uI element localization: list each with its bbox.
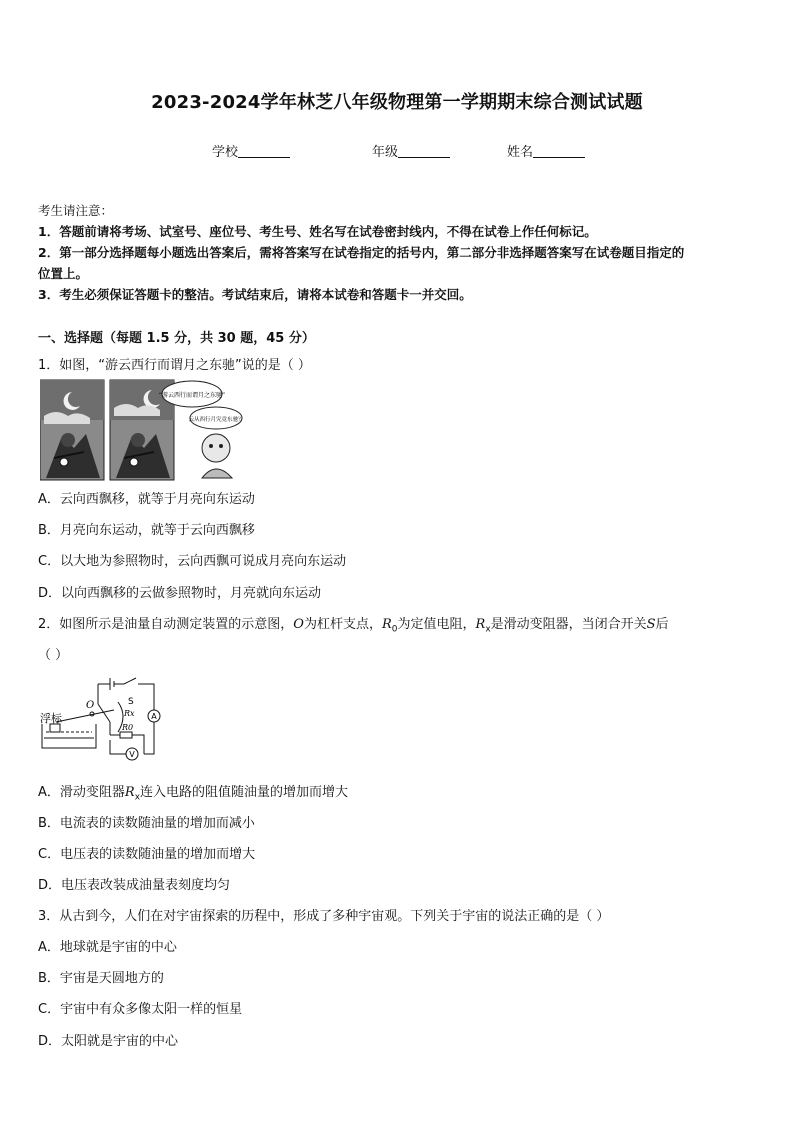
q2-option-a-var: R <box>124 785 135 800</box>
ammeter-icon: A <box>151 712 157 721</box>
notice-heading: 考生请注意： <box>38 203 114 218</box>
q2-rx-label: Rx <box>124 709 135 718</box>
q2-option-a-pre: A．滑动变阻器 <box>38 785 125 800</box>
q1-stem: 1．如图，“游云西行而谓月之东驰”说的是（ ） <box>38 358 311 373</box>
q2-s-label: S <box>128 697 134 707</box>
name-label: 姓名 <box>507 145 534 160</box>
q2-option-b[interactable]: B．电流表的读数随油量的增加而减小 <box>38 816 255 831</box>
q2-option-a-post: 连入电路的阻值随油量的增加而增大 <box>140 785 349 800</box>
q2-sub-x: x <box>485 624 491 635</box>
section-heading: 一、选择题（每题 1.5 分，共 30 题，45 分） <box>38 331 315 346</box>
q2-stem-paren: （ ） <box>38 648 69 663</box>
q1-bubble-2: 云从西行月究竟东驰？ <box>188 417 244 423</box>
q2-option-a-sub: x <box>134 792 141 803</box>
name-blank[interactable] <box>533 144 585 158</box>
notice-item-1: 1．答题前请将考场、试室号、座位号、考生号、姓名写在试卷密封线内，不得在试卷上作任何标记。 <box>38 224 597 239</box>
q2-circuit-diagram <box>40 674 172 766</box>
school-field[interactable] <box>212 141 290 160</box>
q2-stem-d: 是滑动变阻器，当闭合开关 <box>490 617 647 632</box>
exam-title: 2023-2024学年林芝八年级物理第一学期期末综合测试试题 <box>151 92 643 113</box>
student-info-row <box>0 141 794 159</box>
q3-stem: 3．从古到今，人们在对宇宙探索的历程中，形成了多种宇宙观。下列关于宇宙的说法正确的是（ ） <box>38 909 610 924</box>
grade-field[interactable] <box>372 141 450 160</box>
q3-option-a[interactable]: A．地球就是宇宙的中心 <box>38 940 177 955</box>
q2-var-s: S <box>646 617 656 632</box>
q2-option-a[interactable] <box>38 781 348 803</box>
q2-stem-e: 后 <box>655 617 669 632</box>
q2-stem-b: 为杠杆支点， <box>303 617 382 632</box>
q2-option-c[interactable]: C．电压表的读数随油量的增加而增大 <box>38 847 256 862</box>
q2-var-r0: R <box>381 617 392 632</box>
q1-option-c[interactable]: C．以大地为参照物时，云向西飘可说成月亮向东运动 <box>38 554 347 569</box>
q2-stem <box>38 613 763 635</box>
school-blank[interactable] <box>238 144 290 158</box>
q2-var-o: O <box>293 617 304 632</box>
q2-option-d[interactable]: D．电压表改装成油量表刻度均匀 <box>38 878 231 893</box>
q1-cartoon-image <box>40 378 245 482</box>
school-label: 学校 <box>212 145 239 160</box>
q3-option-d[interactable]: D．太阳就是宇宙的中心 <box>38 1034 179 1049</box>
q2-o-label: O <box>86 700 95 711</box>
q1-option-b[interactable]: B．月亮向东运动，就等于云向西飘移 <box>38 523 255 538</box>
grade-label: 年级 <box>372 145 399 160</box>
q2-var-rx: R <box>475 617 486 632</box>
q2-sub-0: 0 <box>391 624 398 635</box>
grade-blank[interactable] <box>398 144 450 158</box>
q2-stem-c: 为定值电阻， <box>397 617 476 632</box>
q2-float-label: 浮标 <box>40 712 62 725</box>
q1-option-d[interactable]: D．以向西飘移的云做参照物时，月亮就向东运动 <box>38 586 322 601</box>
q2-stem-a: 2．如图所示是油量自动测定装置的示意图， <box>38 617 294 632</box>
notice-block <box>38 200 763 305</box>
q1-option-a[interactable]: A．云向西飘移，就等于月亮向东运动 <box>38 492 255 507</box>
q1-bubble-1: “游云西行而谓月之东驰” <box>158 392 226 399</box>
notice-item-2-cont: 位置上。 <box>38 266 89 281</box>
q3-option-c[interactable]: C．宇宙中有众多像太阳一样的恒星 <box>38 1002 243 1017</box>
q2-r0-label: R0 <box>122 723 134 732</box>
notice-item-2: 2．第一部分选择题每小题选出答案后，需将答案写在试卷指定的括号内，第二部分非选择题答案写在试卷题目指定的 <box>38 245 685 260</box>
q3-option-b[interactable]: B．宇宙是天圆地方的 <box>38 971 164 986</box>
name-field[interactable] <box>507 141 585 160</box>
notice-item-3: 3．考生必须保证答题卡的整洁。考试结束后，请将本试卷和答题卡一并交回。 <box>38 287 472 302</box>
voltmeter-icon: V <box>129 750 135 759</box>
